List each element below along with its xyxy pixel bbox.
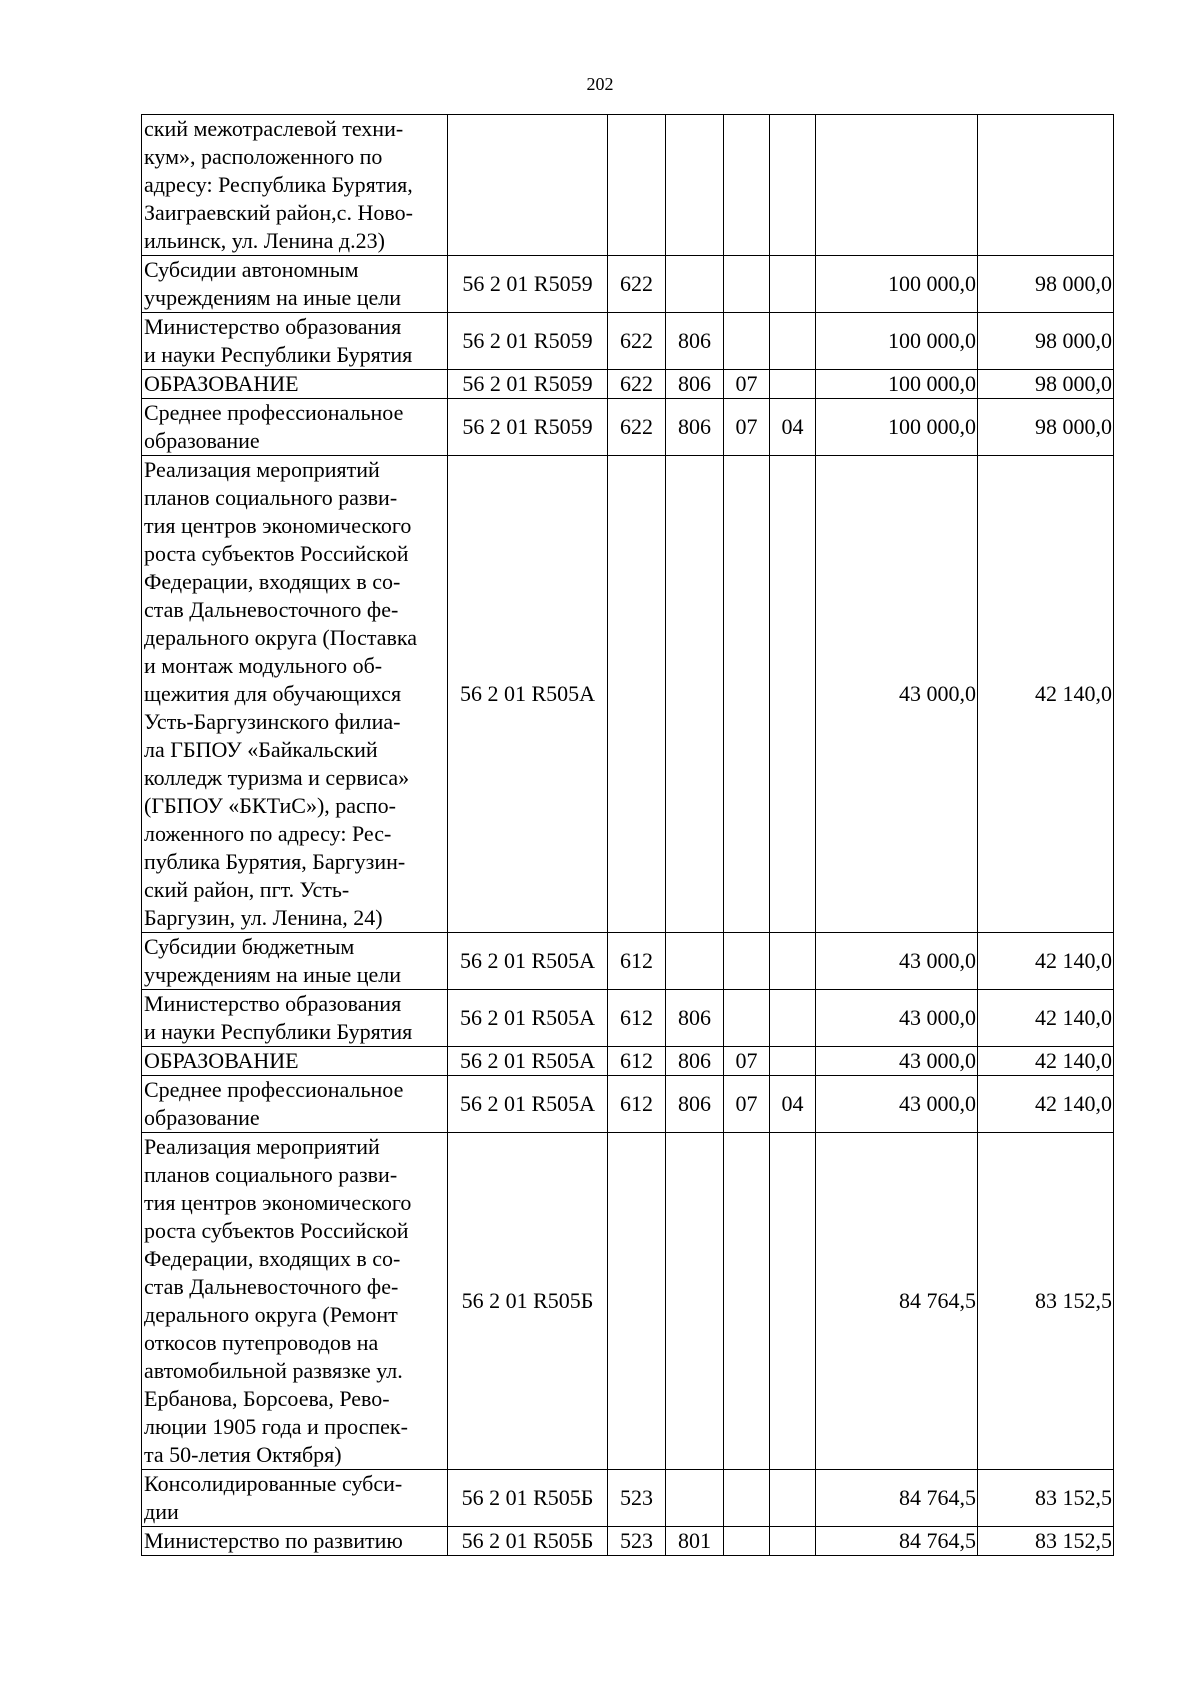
cell-target-code: 56 2 01 R5059 — [448, 399, 608, 456]
cell-subsection — [770, 115, 816, 256]
item-name-line: дии — [144, 1499, 179, 1524]
cell-subsection — [770, 1527, 816, 1556]
item-name-line: став Дальневосточного фе- — [144, 597, 399, 622]
table-row — [142, 456, 1114, 933]
item-name-line: ОБРАЗОВАНИЕ — [144, 371, 299, 396]
cell-section: 07 — [724, 1047, 770, 1076]
cell-expense-type: 612 — [608, 933, 666, 990]
cell-amount-1: 100 000,0 — [816, 399, 978, 456]
cell-target-code: 56 2 01 R505А — [448, 1047, 608, 1076]
cell-administrator-code: 806 — [666, 990, 724, 1047]
item-name-line: роста субъектов Российской — [144, 541, 409, 566]
cell-amount-1: 100 000,0 — [816, 370, 978, 399]
table-row — [142, 1133, 1114, 1470]
table-row — [142, 990, 1114, 1047]
cell-subsection: 04 — [770, 1076, 816, 1133]
cell-amount-1: 100 000,0 — [816, 256, 978, 313]
cell-item-name — [142, 370, 448, 399]
cell-expense-type — [608, 456, 666, 933]
cell-expense-type: 622 — [608, 370, 666, 399]
item-name-line: образование — [144, 1105, 260, 1130]
cell-administrator-code: 801 — [666, 1527, 724, 1556]
cell-item-name — [142, 1076, 448, 1133]
item-name-line: планов социального разви- — [144, 485, 398, 510]
cell-administrator-code: 806 — [666, 399, 724, 456]
cell-subsection — [770, 313, 816, 370]
table-row — [142, 370, 1114, 399]
cell-amount-1: 43 000,0 — [816, 1076, 978, 1133]
item-name-line: люции 1905 года и проспек- — [144, 1414, 408, 1439]
cell-subsection — [770, 933, 816, 990]
cell-amount-2: 98 000,0 — [978, 256, 1114, 313]
cell-amount-2: 83 152,5 — [978, 1527, 1114, 1556]
cell-expense-type: 622 — [608, 256, 666, 313]
cell-section — [724, 1133, 770, 1470]
cell-amount-2: 42 140,0 — [978, 456, 1114, 933]
cell-administrator-code: 806 — [666, 1047, 724, 1076]
item-name-line: ложенного по адресу: Рес- — [144, 821, 392, 846]
cell-item-name — [142, 115, 448, 256]
cell-administrator-code — [666, 1133, 724, 1470]
cell-subsection — [770, 1047, 816, 1076]
item-name-line: Ербанова, Борсоева, Рево- — [144, 1386, 390, 1411]
cell-item-name — [142, 1470, 448, 1527]
table-row — [142, 1047, 1114, 1076]
cell-amount-2: 98 000,0 — [978, 399, 1114, 456]
cell-amount-2: 83 152,5 — [978, 1470, 1114, 1527]
item-name-line: публика Бурятия, Баргузин- — [144, 849, 406, 874]
item-name-line: Министерство по развитию — [144, 1528, 403, 1553]
item-name-line: планов социального разви- — [144, 1162, 398, 1187]
item-name-line: Усть-Баргузинского филиа- — [144, 709, 401, 734]
item-name-line: роста субъектов Российской — [144, 1218, 409, 1243]
item-name-line: дерального округа (Ремонт — [144, 1302, 398, 1327]
cell-amount-1: 84 764,5 — [816, 1527, 978, 1556]
table-row — [142, 1470, 1114, 1527]
cell-item-name — [142, 256, 448, 313]
item-name-line: дерального округа (Поставка — [144, 625, 418, 650]
item-name-line: ский район, пгт. Усть- — [144, 877, 350, 902]
table-row — [142, 399, 1114, 456]
cell-section — [724, 990, 770, 1047]
item-name-line: кум», расположенного по — [144, 144, 383, 169]
cell-subsection — [770, 990, 816, 1047]
table-row — [142, 1527, 1114, 1556]
item-name-line: Федерации, входящих в со- — [144, 1246, 401, 1271]
cell-subsection: 04 — [770, 399, 816, 456]
cell-amount-1: 100 000,0 — [816, 313, 978, 370]
item-name-line: Субсидии бюджетным — [144, 934, 355, 959]
item-name-line: ла ГБПОУ «Байкальский — [144, 737, 378, 762]
item-name-line: учреждениям на иные цели — [144, 285, 401, 310]
cell-amount-1: 43 000,0 — [816, 1047, 978, 1076]
item-name-line: ильинск, ул. Ленина д.23) — [144, 228, 385, 253]
item-name-line: тия центров экономического — [144, 1190, 412, 1215]
cell-amount-1: 43 000,0 — [816, 933, 978, 990]
item-name-line: адресу: Республика Бурятия, — [144, 172, 413, 197]
cell-administrator-code — [666, 933, 724, 990]
cell-section: 07 — [724, 370, 770, 399]
item-name-line: Среднее профессиональное — [144, 400, 404, 425]
cell-item-name — [142, 399, 448, 456]
cell-item-name — [142, 933, 448, 990]
item-name-line: и монтаж модульного об- — [144, 653, 383, 678]
cell-expense-type: 622 — [608, 313, 666, 370]
cell-item-name — [142, 990, 448, 1047]
item-name-line: ский межотраслевой техни- — [144, 116, 404, 141]
item-name-line: Реализация мероприятий — [144, 1134, 380, 1159]
cell-administrator-code — [666, 115, 724, 256]
cell-target-code: 56 2 01 R505Б — [448, 1470, 608, 1527]
item-name-line: Министерство образования — [144, 991, 402, 1016]
cell-amount-1: 84 764,5 — [816, 1133, 978, 1470]
cell-subsection — [770, 1470, 816, 1527]
item-name-line: Консолидированные субси- — [144, 1471, 403, 1496]
cell-target-code: 56 2 01 R5059 — [448, 370, 608, 399]
item-name-line: ОБРАЗОВАНИЕ — [144, 1048, 299, 1073]
cell-target-code: 56 2 01 R5059 — [448, 313, 608, 370]
table-row — [142, 1076, 1114, 1133]
item-name-line: и науки Республики Бурятия — [144, 1019, 413, 1044]
cell-item-name — [142, 1047, 448, 1076]
cell-expense-type: 612 — [608, 990, 666, 1047]
item-name-line: Министерство образования — [144, 314, 402, 339]
item-name-line: (ГБПОУ «БКТиС»), распо- — [144, 793, 396, 818]
cell-amount-2: 42 140,0 — [978, 990, 1114, 1047]
item-name-line: откосов путепроводов на — [144, 1330, 379, 1355]
cell-amount-2 — [978, 115, 1114, 256]
item-name-line: Среднее профессиональное — [144, 1077, 404, 1102]
cell-administrator-code: 806 — [666, 1076, 724, 1133]
item-name-line: колледж туризма и сервиса» — [144, 765, 410, 790]
item-name-line: Федерации, входящих в со- — [144, 569, 401, 594]
item-name-line: став Дальневосточного фе- — [144, 1274, 399, 1299]
cell-administrator-code — [666, 1470, 724, 1527]
cell-subsection — [770, 1133, 816, 1470]
item-name-line: автомобильной развязке ул. — [144, 1358, 403, 1383]
cell-section: 07 — [724, 1076, 770, 1133]
cell-target-code: 56 2 01 R505Б — [448, 1133, 608, 1470]
cell-administrator-code: 806 — [666, 370, 724, 399]
cell-target-code — [448, 115, 608, 256]
cell-section — [724, 1470, 770, 1527]
table-body — [142, 115, 1114, 1556]
item-name-line: и науки Республики Бурятия — [144, 342, 413, 367]
budget-table — [141, 114, 1114, 1556]
item-name-line: образование — [144, 428, 260, 453]
cell-amount-2: 42 140,0 — [978, 1047, 1114, 1076]
item-name-line: Заиграевский район,с. Ново- — [144, 200, 413, 225]
cell-subsection — [770, 370, 816, 399]
cell-administrator-code — [666, 256, 724, 313]
item-name-line: щежития для обучающихся — [144, 681, 402, 706]
cell-item-name — [142, 1133, 448, 1470]
cell-target-code: 56 2 01 R505Б — [448, 1527, 608, 1556]
cell-item-name — [142, 313, 448, 370]
cell-expense-type — [608, 115, 666, 256]
cell-target-code: 56 2 01 R505А — [448, 456, 608, 933]
item-name-line: тия центров экономического — [144, 513, 412, 538]
cell-amount-2: 42 140,0 — [978, 933, 1114, 990]
cell-expense-type: 612 — [608, 1047, 666, 1076]
item-name-line: та 50-летия Октября) — [144, 1442, 342, 1467]
cell-section — [724, 115, 770, 256]
cell-administrator-code — [666, 456, 724, 933]
cell-item-name — [142, 1527, 448, 1556]
cell-subsection — [770, 456, 816, 933]
cell-amount-2: 98 000,0 — [978, 313, 1114, 370]
cell-subsection — [770, 256, 816, 313]
table-row — [142, 933, 1114, 990]
cell-section — [724, 313, 770, 370]
cell-section — [724, 456, 770, 933]
page-number: 202 — [586, 74, 614, 94]
cell-administrator-code: 806 — [666, 313, 724, 370]
cell-section — [724, 933, 770, 990]
cell-target-code: 56 2 01 R5059 — [448, 256, 608, 313]
cell-expense-type: 612 — [608, 1076, 666, 1133]
cell-section — [724, 1527, 770, 1556]
cell-amount-1: 84 764,5 — [816, 1470, 978, 1527]
item-name-line: Баргузин, ул. Ленина, 24) — [144, 905, 383, 930]
cell-target-code: 56 2 01 R505А — [448, 933, 608, 990]
cell-target-code: 56 2 01 R505А — [448, 1076, 608, 1133]
cell-amount-1: 43 000,0 — [816, 456, 978, 933]
cell-expense-type: 622 — [608, 399, 666, 456]
cell-amount-1 — [816, 115, 978, 256]
cell-amount-2: 42 140,0 — [978, 1076, 1114, 1133]
cell-expense-type — [608, 1133, 666, 1470]
table-row — [142, 313, 1114, 370]
cell-expense-type: 523 — [608, 1470, 666, 1527]
table-row — [142, 256, 1114, 313]
item-name-line: учреждениям на иные цели — [144, 962, 401, 987]
cell-amount-1: 43 000,0 — [816, 990, 978, 1047]
item-name-line: Реализация мероприятий — [144, 457, 380, 482]
cell-amount-2: 98 000,0 — [978, 370, 1114, 399]
cell-expense-type: 523 — [608, 1527, 666, 1556]
cell-item-name — [142, 456, 448, 933]
item-name-line: Субсидии автономным — [144, 257, 359, 282]
cell-target-code: 56 2 01 R505А — [448, 990, 608, 1047]
cell-amount-2: 83 152,5 — [978, 1133, 1114, 1470]
table-row — [142, 115, 1114, 256]
cell-section — [724, 256, 770, 313]
cell-section: 07 — [724, 399, 770, 456]
